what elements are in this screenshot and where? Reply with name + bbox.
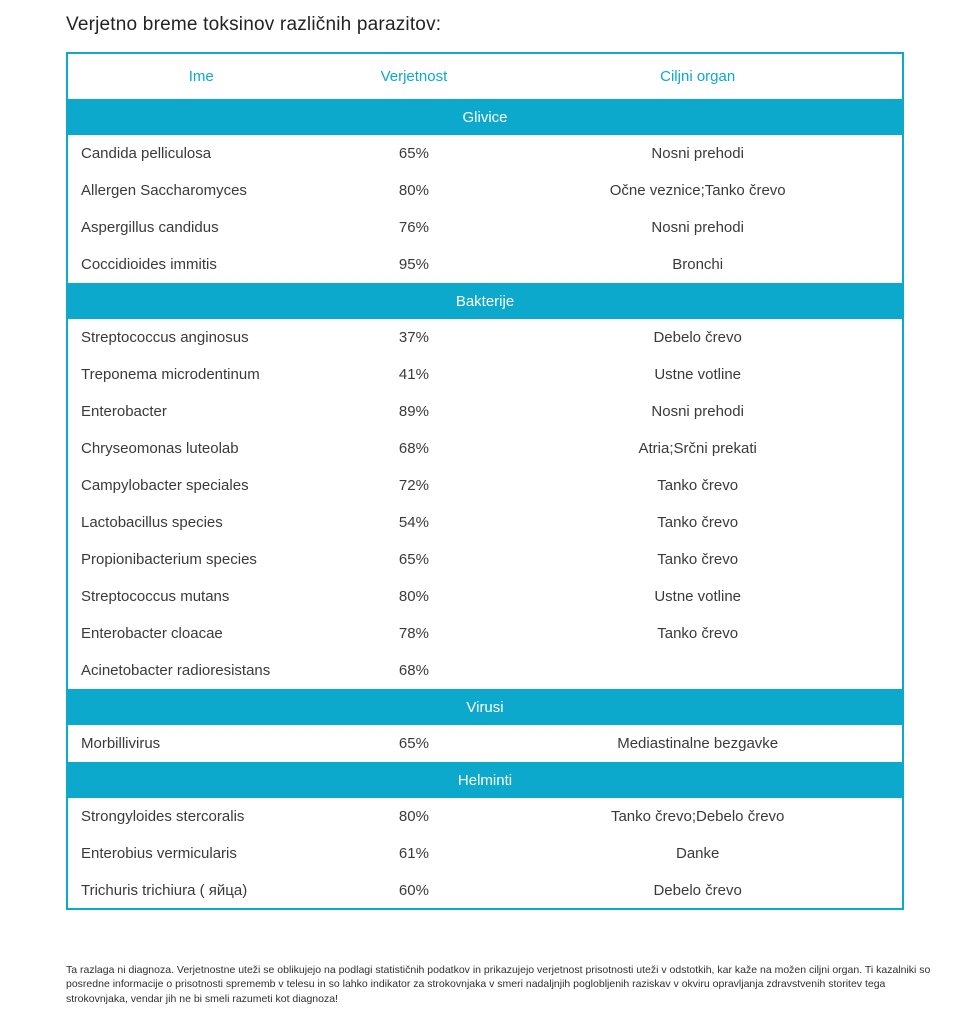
cell-probability: 80% [335, 578, 494, 615]
header-row [67, 53, 903, 99]
column-header-name: Ime [67, 53, 335, 99]
table-row [67, 798, 903, 835]
table-row [67, 430, 903, 467]
table-header [67, 53, 903, 99]
cell-target-organ: Mediastinalne bezgavke [493, 725, 903, 762]
section-row [67, 99, 903, 135]
cell-probability: 54% [335, 504, 494, 541]
cell-target-organ: Ustne votline [493, 356, 903, 393]
cell-name: Streptococcus anginosus [67, 319, 335, 356]
section-row [67, 689, 903, 725]
cell-target-organ [493, 652, 903, 689]
cell-name: Trichuris trichiura ( яйца) [67, 872, 335, 909]
cell-name: Treponema microdentinum [67, 356, 335, 393]
cell-probability: 78% [335, 615, 494, 652]
cell-target-organ: Debelo črevo [493, 872, 903, 909]
column-header-target-organ: Ciljni organ [493, 53, 903, 99]
section-row [67, 762, 903, 798]
cell-probability: 89% [335, 393, 494, 430]
cell-name: Streptococcus mutans [67, 578, 335, 615]
cell-probability: 95% [335, 246, 494, 283]
cell-name: Propionibacterium species [67, 541, 335, 578]
table-row [67, 319, 903, 356]
cell-name: Enterobacter cloacae [67, 615, 335, 652]
disclaimer-text: Ta razlaga ni diagnoza. Verjetnostne uteži se oblikujejo na podlagi statističnih podatkov in prikazujejo verjetnost prisotnosti uteži v odstotkih, kar kaže na možen ciljni organ. Ti kazalniki so posredne informacije o prisotnosti sprememb v telesu in so lahko indikator za strokovnjaka v smeri nadaljnjih poglobljenih raziskav v okviru opravljanja zdravstvenih storitev tega strokovnjaka, vendar jih ne bi smeli razumeti kot diagnoza! [66, 964, 931, 1005]
table-row [67, 172, 903, 209]
cell-probability: 68% [335, 652, 494, 689]
cell-name: Allergen Saccharomyces [67, 172, 335, 209]
cell-target-organ: Atria;Srčni prekati [493, 430, 903, 467]
cell-name: Chryseomonas luteolab [67, 430, 335, 467]
table-row [67, 872, 903, 909]
table-row [67, 135, 903, 172]
cell-name: Enterobius vermicularis [67, 835, 335, 872]
cell-probability: 68% [335, 430, 494, 467]
cell-probability: 37% [335, 319, 494, 356]
table-row [67, 504, 903, 541]
cell-probability: 61% [335, 835, 494, 872]
cell-target-organ: Debelo črevo [493, 319, 903, 356]
section-header: Bakterije [67, 283, 903, 319]
cell-target-organ: Danke [493, 835, 903, 872]
cell-name: Enterobacter [67, 393, 335, 430]
section-header: Helminti [67, 762, 903, 798]
cell-probability: 80% [335, 798, 494, 835]
cell-probability: 72% [335, 467, 494, 504]
parasite-table-body [67, 99, 903, 909]
table-row [67, 246, 903, 283]
table-row [67, 541, 903, 578]
cell-name: Lactobacillus species [67, 504, 335, 541]
table-row [67, 615, 903, 652]
cell-target-organ: Tanko črevo [493, 615, 903, 652]
cell-probability: 80% [335, 172, 494, 209]
table-row [67, 209, 903, 246]
cell-target-organ: Tanko črevo;Debelo črevo [493, 798, 903, 835]
table-row [67, 467, 903, 504]
table-row [67, 578, 903, 615]
table-row [67, 725, 903, 762]
cell-name: Candida pelliculosa [67, 135, 335, 172]
cell-target-organ: Nosni prehodi [493, 209, 903, 246]
table-row [67, 393, 903, 430]
cell-target-organ: Bronchi [493, 246, 903, 283]
cell-target-organ: Tanko črevo [493, 541, 903, 578]
page-title: Verjetno breme toksinov različnih parazitov: [66, 14, 442, 35]
table-row [67, 652, 903, 689]
cell-probability: 65% [335, 725, 494, 762]
cell-probability: 41% [335, 356, 494, 393]
column-header-probability: Verjetnost [335, 53, 494, 99]
cell-probability: 60% [335, 872, 494, 909]
cell-name: Acinetobacter radioresistans [67, 652, 335, 689]
cell-target-organ: Tanko črevo [493, 504, 903, 541]
table-row [67, 356, 903, 393]
cell-target-organ: Nosni prehodi [493, 135, 903, 172]
section-header: Glivice [67, 99, 903, 135]
section-row [67, 283, 903, 319]
cell-name: Campylobacter speciales [67, 467, 335, 504]
cell-target-organ: Tanko črevo [493, 467, 903, 504]
table-row [67, 835, 903, 872]
cell-probability: 65% [335, 135, 494, 172]
section-header: Virusi [67, 689, 903, 725]
cell-name: Morbillivirus [67, 725, 335, 762]
cell-target-organ: Očne veznice;Tanko črevo [493, 172, 903, 209]
cell-name: Aspergillus candidus [67, 209, 335, 246]
cell-name: Strongyloides stercoralis [67, 798, 335, 835]
cell-probability: 76% [335, 209, 494, 246]
cell-target-organ: Ustne votline [493, 578, 903, 615]
cell-target-organ: Nosni prehodi [493, 393, 903, 430]
cell-name: Coccidioides immitis [67, 246, 335, 283]
parasite-table [66, 52, 904, 910]
cell-probability: 65% [335, 541, 494, 578]
